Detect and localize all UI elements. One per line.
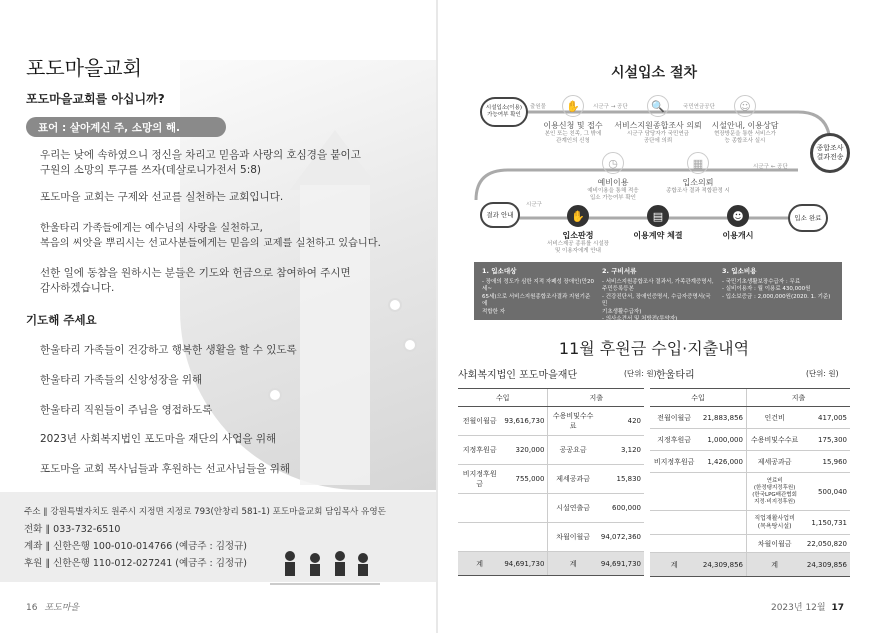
flow-label: 시군구 ← 공단 [753, 164, 788, 170]
cell: 지정후원금 [650, 429, 698, 451]
cell [650, 511, 698, 535]
search-icon: 🔍 [647, 95, 669, 117]
step-desc: 예비이용을 통해 적응 입소 가능여부 확인 [587, 188, 639, 201]
paragraph-verse: 우리는 낮에 속하였으니 정신을 차리고 믿음과 사랑의 호심경을 붙이고 구원의 소망의 투구를 쓰자(데살로니가전서 5:8) [40, 149, 361, 176]
paragraph-invite: 선한 일에 동참을 원하시는 분들은 기도와 헌금으로 참여하여 주시면 감사하겠습니다. [40, 267, 351, 294]
cell: 1,426,000 [698, 451, 746, 473]
step-title: 입소판정 [562, 231, 594, 240]
step-title: 서비스지원종합조사 의뢰 [614, 121, 702, 130]
cell [698, 535, 746, 553]
table1-expense-header: 지출 [548, 389, 644, 407]
cell: 755,000 [501, 465, 548, 494]
step-start [693, 205, 783, 241]
table2 [650, 388, 850, 577]
handshake-icon: ✋ [567, 205, 589, 227]
flow-label: 국민연금공단 [683, 104, 715, 110]
prayer-item: 포도마을 교회 목사님들과 후원하는 선교사님들을 위해 [40, 463, 290, 475]
account-line: 계좌 ∥ 신한은행 100-010-014766 (예금주 : 김정규) [24, 541, 247, 552]
table1-name: 사회복지법인 포도마을재단 [458, 370, 578, 381]
step-contract [613, 205, 703, 241]
children-illustration [270, 548, 380, 588]
cell [458, 523, 501, 552]
table1-unit: (단위: 원) [624, 369, 657, 378]
step-title: 시설안내, 이용상담 [711, 121, 779, 130]
cell: 15,960 [802, 451, 850, 473]
table-row [458, 465, 644, 494]
cell: 인건비 [746, 407, 802, 429]
page-number: 17 [831, 603, 844, 613]
cell: 94,691,730 [501, 552, 548, 576]
table-row [650, 407, 850, 429]
flower-icon [405, 340, 415, 350]
step-trial [568, 152, 658, 202]
table-total-row [458, 552, 644, 576]
prayer-heading: 기도해 주세요 [26, 313, 97, 327]
step-title: 예비이용 [597, 178, 629, 187]
cell: 175,300 [802, 429, 850, 451]
cell [650, 473, 698, 511]
cell: 계 [650, 553, 698, 577]
cell: 600,000 [598, 494, 644, 523]
calendar-icon: ▦ [687, 152, 709, 174]
consult-icon: ☺ [734, 95, 756, 117]
table-row [458, 436, 644, 465]
flower-icon [270, 390, 280, 400]
cell: 직업재활사업비 (목욕탕시설) [746, 511, 802, 535]
cell: 계 [458, 552, 501, 576]
cell [501, 523, 548, 552]
magazine-logo: 포도마을 [44, 603, 80, 613]
cell: 15,830 [598, 465, 644, 494]
paragraph-practice: 한울타리 가족들에게는 예수님의 사랑을 실천하고, 복음의 씨앗을 뿌리시는 선교사분들에게는 믿음의 교제를 실천하고 있습니다. [40, 223, 381, 249]
people-icon: ☻ [727, 205, 749, 227]
document-icon: ▤ [647, 205, 669, 227]
cell: 전월이월금 [458, 407, 501, 436]
cell: 24,309,856 [698, 553, 746, 577]
step-survey [613, 95, 703, 145]
table-row [458, 523, 644, 552]
table1 [458, 388, 644, 576]
prayer-item: 한울타리 가족들의 신앙성장을 위해 [40, 374, 203, 386]
requirement-docs [602, 267, 714, 322]
cell [698, 511, 746, 535]
table2-expense-header: 지출 [746, 389, 850, 407]
requirement-text: - 장애의 정도가 심한 지적 자폐성 장애인(만20세~ 65세)으로 서비스지원종합조사결과 지원기준에 적합한 자 [482, 278, 594, 315]
flow-label: 출원물 [530, 104, 546, 110]
table-row [650, 511, 850, 535]
cell: 비지정후원금 [650, 451, 698, 473]
step-title: 이용신청 및 접수 [543, 121, 603, 130]
cell: 지정후원금 [458, 436, 501, 465]
cell: 제세공과금 [548, 465, 598, 494]
cell: 전월이월금 [650, 407, 698, 429]
cell [501, 494, 548, 523]
cell: 계 [548, 552, 598, 576]
requirement-heading: 3. 입소비용 [722, 267, 757, 275]
step-decision [533, 205, 623, 255]
cell: 계 [746, 553, 802, 577]
step-desc: 서비스제공 종류를 시설장 및 이용자에게 안내 [547, 241, 609, 254]
cell: 24,309,856 [802, 553, 850, 577]
cell [650, 535, 698, 553]
table2-name: 한울타리 [656, 370, 695, 381]
prayer-item: 한울타리 가족들이 건강하고 행복한 생활을 할 수 있도록 [40, 344, 297, 356]
table-row [650, 473, 850, 511]
finance-title: 11월 후원금 수입·지출내역 [558, 339, 750, 358]
prayer-item: 한울타리 직원들이 주님을 영접하도록 [40, 404, 213, 416]
cell: 시설연출금 [548, 494, 598, 523]
table-row [458, 494, 644, 523]
flower-icon [390, 300, 400, 310]
cell: 차월이월금 [548, 523, 598, 552]
flow-end-node: 입소 완료 [788, 204, 828, 232]
cell: 비지정후원금 [458, 465, 501, 494]
cell: 연료비 (한정탱지정후원) (한국LPG배관협회 지정·비지정후원) [746, 473, 802, 511]
prayer-item: 2023년 사회복지법인 포도마을 재단의 사업을 위해 [40, 433, 277, 445]
cell: 22,050,820 [802, 535, 850, 553]
admission-title: 시설입소 절차 [610, 65, 698, 81]
requirements-box [474, 262, 842, 320]
cell: 94,072,360 [598, 523, 644, 552]
flow-guide-node: 결과 안내 [480, 202, 520, 228]
cell: 94,691,730 [598, 552, 644, 576]
step-apply [528, 95, 618, 145]
church-title: 포도마을교회 [26, 56, 142, 80]
requirement-heading: 2. 구비서류 [602, 267, 637, 275]
admission-flowchart [438, 90, 870, 255]
table-row [458, 407, 644, 436]
table-row [650, 429, 850, 451]
page-number-right [771, 600, 844, 613]
requirement-cost [722, 268, 834, 314]
table2-unit: (단위: 원) [806, 369, 839, 378]
cell: 차월이월금 [746, 535, 802, 553]
cell: 320,000 [501, 436, 548, 465]
cell [698, 473, 746, 511]
table2-income-header: 수입 [650, 389, 746, 407]
step-title: 이용개시 [722, 231, 754, 240]
cell [458, 494, 501, 523]
step-desc: 시군구 담당자가 국민연금 공단에 의뢰 [627, 131, 689, 144]
step-title: 이용계약 체결 [633, 231, 683, 240]
requirement-text: - 국민기초생활보장수급자 : 무료 - 실비이용자 : 월 이용료 430,000원 - 입소보증금 : 2,000,000원(2020. 1. 기준) [722, 278, 831, 300]
cell: 93,616,730 [501, 407, 548, 436]
step-desc: 현장방문을 통한 서비스가 능 종합조사 실시 [714, 131, 776, 144]
motto-badge: 표어 : 살아계신 주, 소망의 해. [26, 117, 226, 137]
cell: 500,040 [802, 473, 850, 511]
cell: 417,005 [802, 407, 850, 429]
flow-result-node: 종합조사 결과전송 [810, 133, 850, 173]
table-row [650, 451, 850, 473]
flow-start-node: 시설입소(이용) 가능여부 확인 [480, 97, 528, 127]
step-consult [700, 95, 790, 145]
flow-label: 시군구 [526, 202, 542, 208]
step-title: 입소의뢰 [682, 178, 714, 187]
issue-date: 2023년 12월 [770, 603, 826, 613]
requirement-text: - 서비스지원종합조사 결과서, 가족관계증명서, 주민등록등본 - 건강진단서, 장애인증명서, 수급자증명서(국민 기초생활수급자) - 의사소견서 및 처방전(투약자) [602, 278, 714, 322]
cell: 수용비및수수료 [746, 429, 802, 451]
support-line: 후원 ∥ 신한은행 110-012-027241 (예금주 : 김정규) [24, 558, 247, 569]
requirement-target [482, 268, 594, 314]
cell: 420 [598, 407, 644, 436]
paragraph-mission: 포도마을 교회는 구제와 선교를 실천하는 교회입니다. [40, 191, 284, 203]
clock-icon: ◷ [602, 152, 624, 174]
cell: 수용비및수수료 [548, 407, 598, 436]
cell: 3,120 [598, 436, 644, 465]
requirement-heading: 1. 입소대상 [482, 267, 517, 275]
step-desc: 종합조사 결과 적합판정 시 [666, 188, 730, 194]
cell: 1,150,731 [802, 511, 850, 535]
cell: 21,883,856 [698, 407, 746, 429]
table1-income-header: 수입 [458, 389, 548, 407]
handshake-icon: ✋ [562, 95, 584, 117]
flow-label: 시군구 → 공단 [593, 104, 628, 110]
step-desc: 본인 또는 친족, 그 밖에 관계인의 신청 [544, 131, 602, 144]
address-line: 주소 ∥ 강원특별자치도 원주시 지정면 지정로 793(안창리 581-1) 포도마을교회 담임목사 유영돈 [24, 507, 386, 517]
right-page [438, 0, 870, 633]
phone-line: 전화 ∥ 033-732-6510 [24, 524, 121, 535]
page-number-left [26, 600, 79, 613]
step-referral [653, 152, 743, 195]
cell: 공공요금 [548, 436, 598, 465]
cell: 제세공과금 [746, 451, 802, 473]
page-number: 16 [26, 603, 38, 613]
table-total-row [650, 553, 850, 577]
table-row [650, 535, 850, 553]
church-subtitle: 포도마을교회를 아십니까? [26, 92, 165, 106]
cell: 1,000,000 [698, 429, 746, 451]
